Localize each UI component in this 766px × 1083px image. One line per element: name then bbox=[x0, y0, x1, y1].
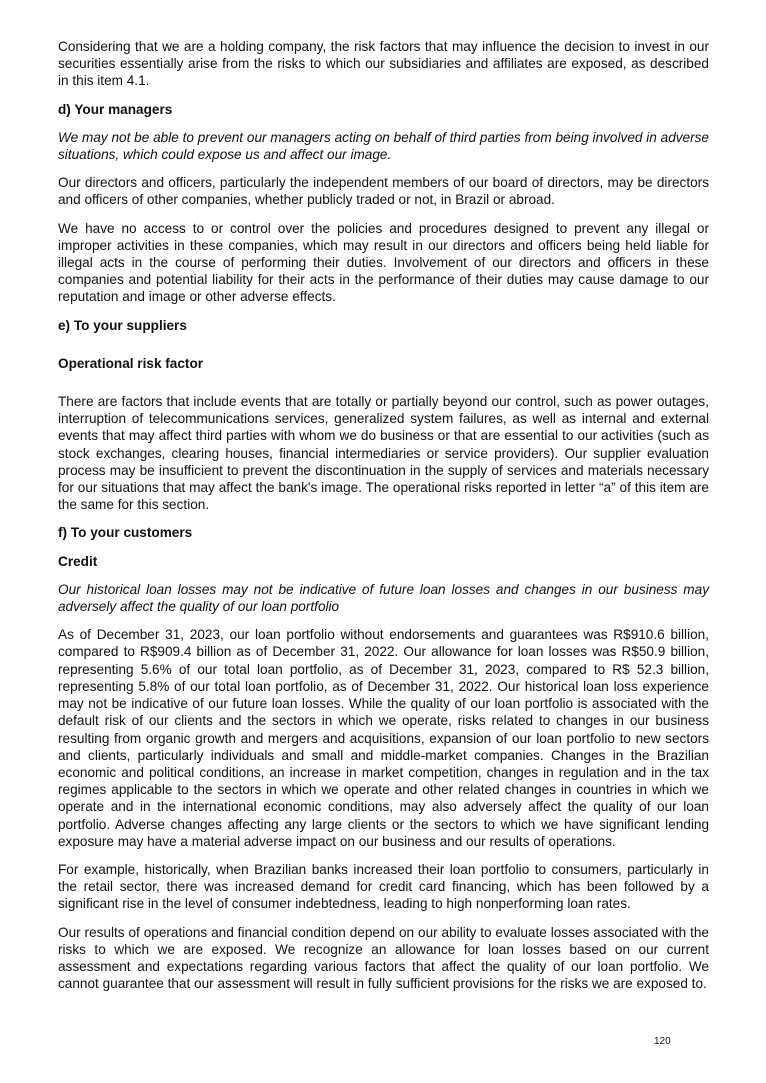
customers-risk-title: Our historical loan losses may not be indicative of future loan losses and changes in our business may adversely affect the quality of our loan portfolio bbox=[58, 581, 709, 615]
suppliers-subheading: Operational risk factor bbox=[58, 355, 204, 371]
customers-subheading: Credit bbox=[58, 553, 98, 569]
customers-paragraph-3: Our results of operations and financial condition depend on our ability to evaluate losses associated with the risks to which we are exposed. We recognize an allowance for loan losses based on our current assessment and expectations regarding various factors that affect the quality of our loan portfolio. We cannot guarantee that our assessment will result in fully sufficient provisions for the risks we are exposed to. bbox=[58, 924, 709, 992]
page-number: 120 bbox=[654, 1036, 671, 1047]
managers-paragraph-1: Our directors and officers, particularly the independent members of our board of directors, may be directors and officers of other companies, whether publicly traded or not, in Brazil or abroad. bbox=[58, 175, 709, 208]
managers-paragraph-2: We have no access to or control over the policies and procedures designed to prevent any illegal or improper activities in these companies, which may result in our directors and officers being held liable for illegal acts in the course of performing their duties. Involvement of our directors and officers in these companies and potential liability for their acts in the performance of their duties may cause damage to our reputation and image or other adverse effects. bbox=[58, 220, 709, 305]
document-page bbox=[58, 38, 709, 1003]
customers-paragraph-2: For example, historically, when Brazilian banks increased their loan portfolio to consumers, particularly in the retail sector, there was increased demand for credit card financing, which has been followed by a significant rise in the level of consumer indebtedness, leading to high nonperforming loan rates. bbox=[58, 861, 709, 912]
managers-risk-title: We may not be able to prevent our managers acting on behalf of third parties from being involved in adverse situations, which could expose us and affect our image. bbox=[58, 129, 709, 163]
suppliers-heading: e) To your suppliers bbox=[58, 317, 187, 333]
suppliers-paragraph-1: There are factors that include events that are totally or partially beyond our control, such as power outages, interruption of telecommunications services, generalized system failures, as well as internal and external events that may affect third parties with whom we do business or that are essential to our activities (such as stock exchanges, clearing houses, financial intermediaries or service providers). Our supplier evaluation process may be insufficient to prevent the discontinuation in the supply of services and materials necessary for our situations that may affect the bank's image. The operational risks reported in letter “a” of this item are the same for this section. bbox=[58, 394, 709, 513]
customers-paragraph-1: As of December 31, 2023, our loan portfolio without endorsements and guarantees was R$910.6 billion, compared to R$909.4 billion as of December 31, 2022. Our allowance for loan losses was R$50.9 billion, representing 5.6% of our total loan portfolio, as of December 31, 2023, compared to R$ 52.3 billion, representing 5.8% of our total loan portfolio, as of December 31, 2022. Our historical loan loss experience may not be indicative of our future loan losses. While the quality of our loan portfolio is associated with the default risk of our clients and the sectors in which we operate, risks related to changes in our business resulting from organic growth and mergers and acquisitions, expansion of our loan portfolio to new sectors and clients, particularly individuals and small and middle-market companies. Changes in the Brazilian economic and political conditions, an increase in market competition, changes in regulation and in the tax regimes applicable to the sectors in which we operate and other related changes in countries in which we operate and in the international economic conditions, may also adversely affect the quality of our loan portfolio. Adverse changes affecting any large clients or the sectors to which we have significant lending exposure may have a material adverse impact on our business and our results of operations. bbox=[58, 627, 709, 849]
managers-heading: d) Your managers bbox=[58, 101, 173, 117]
intro-paragraph: Considering that we are a holding company, the risk factors that may influence the decision to invest in our securities essentially arise from the risks to which our subsidiaries and affiliates are exposed, as described in this item 4.1. bbox=[58, 39, 709, 89]
customers-heading: f) To your customers bbox=[58, 525, 193, 541]
